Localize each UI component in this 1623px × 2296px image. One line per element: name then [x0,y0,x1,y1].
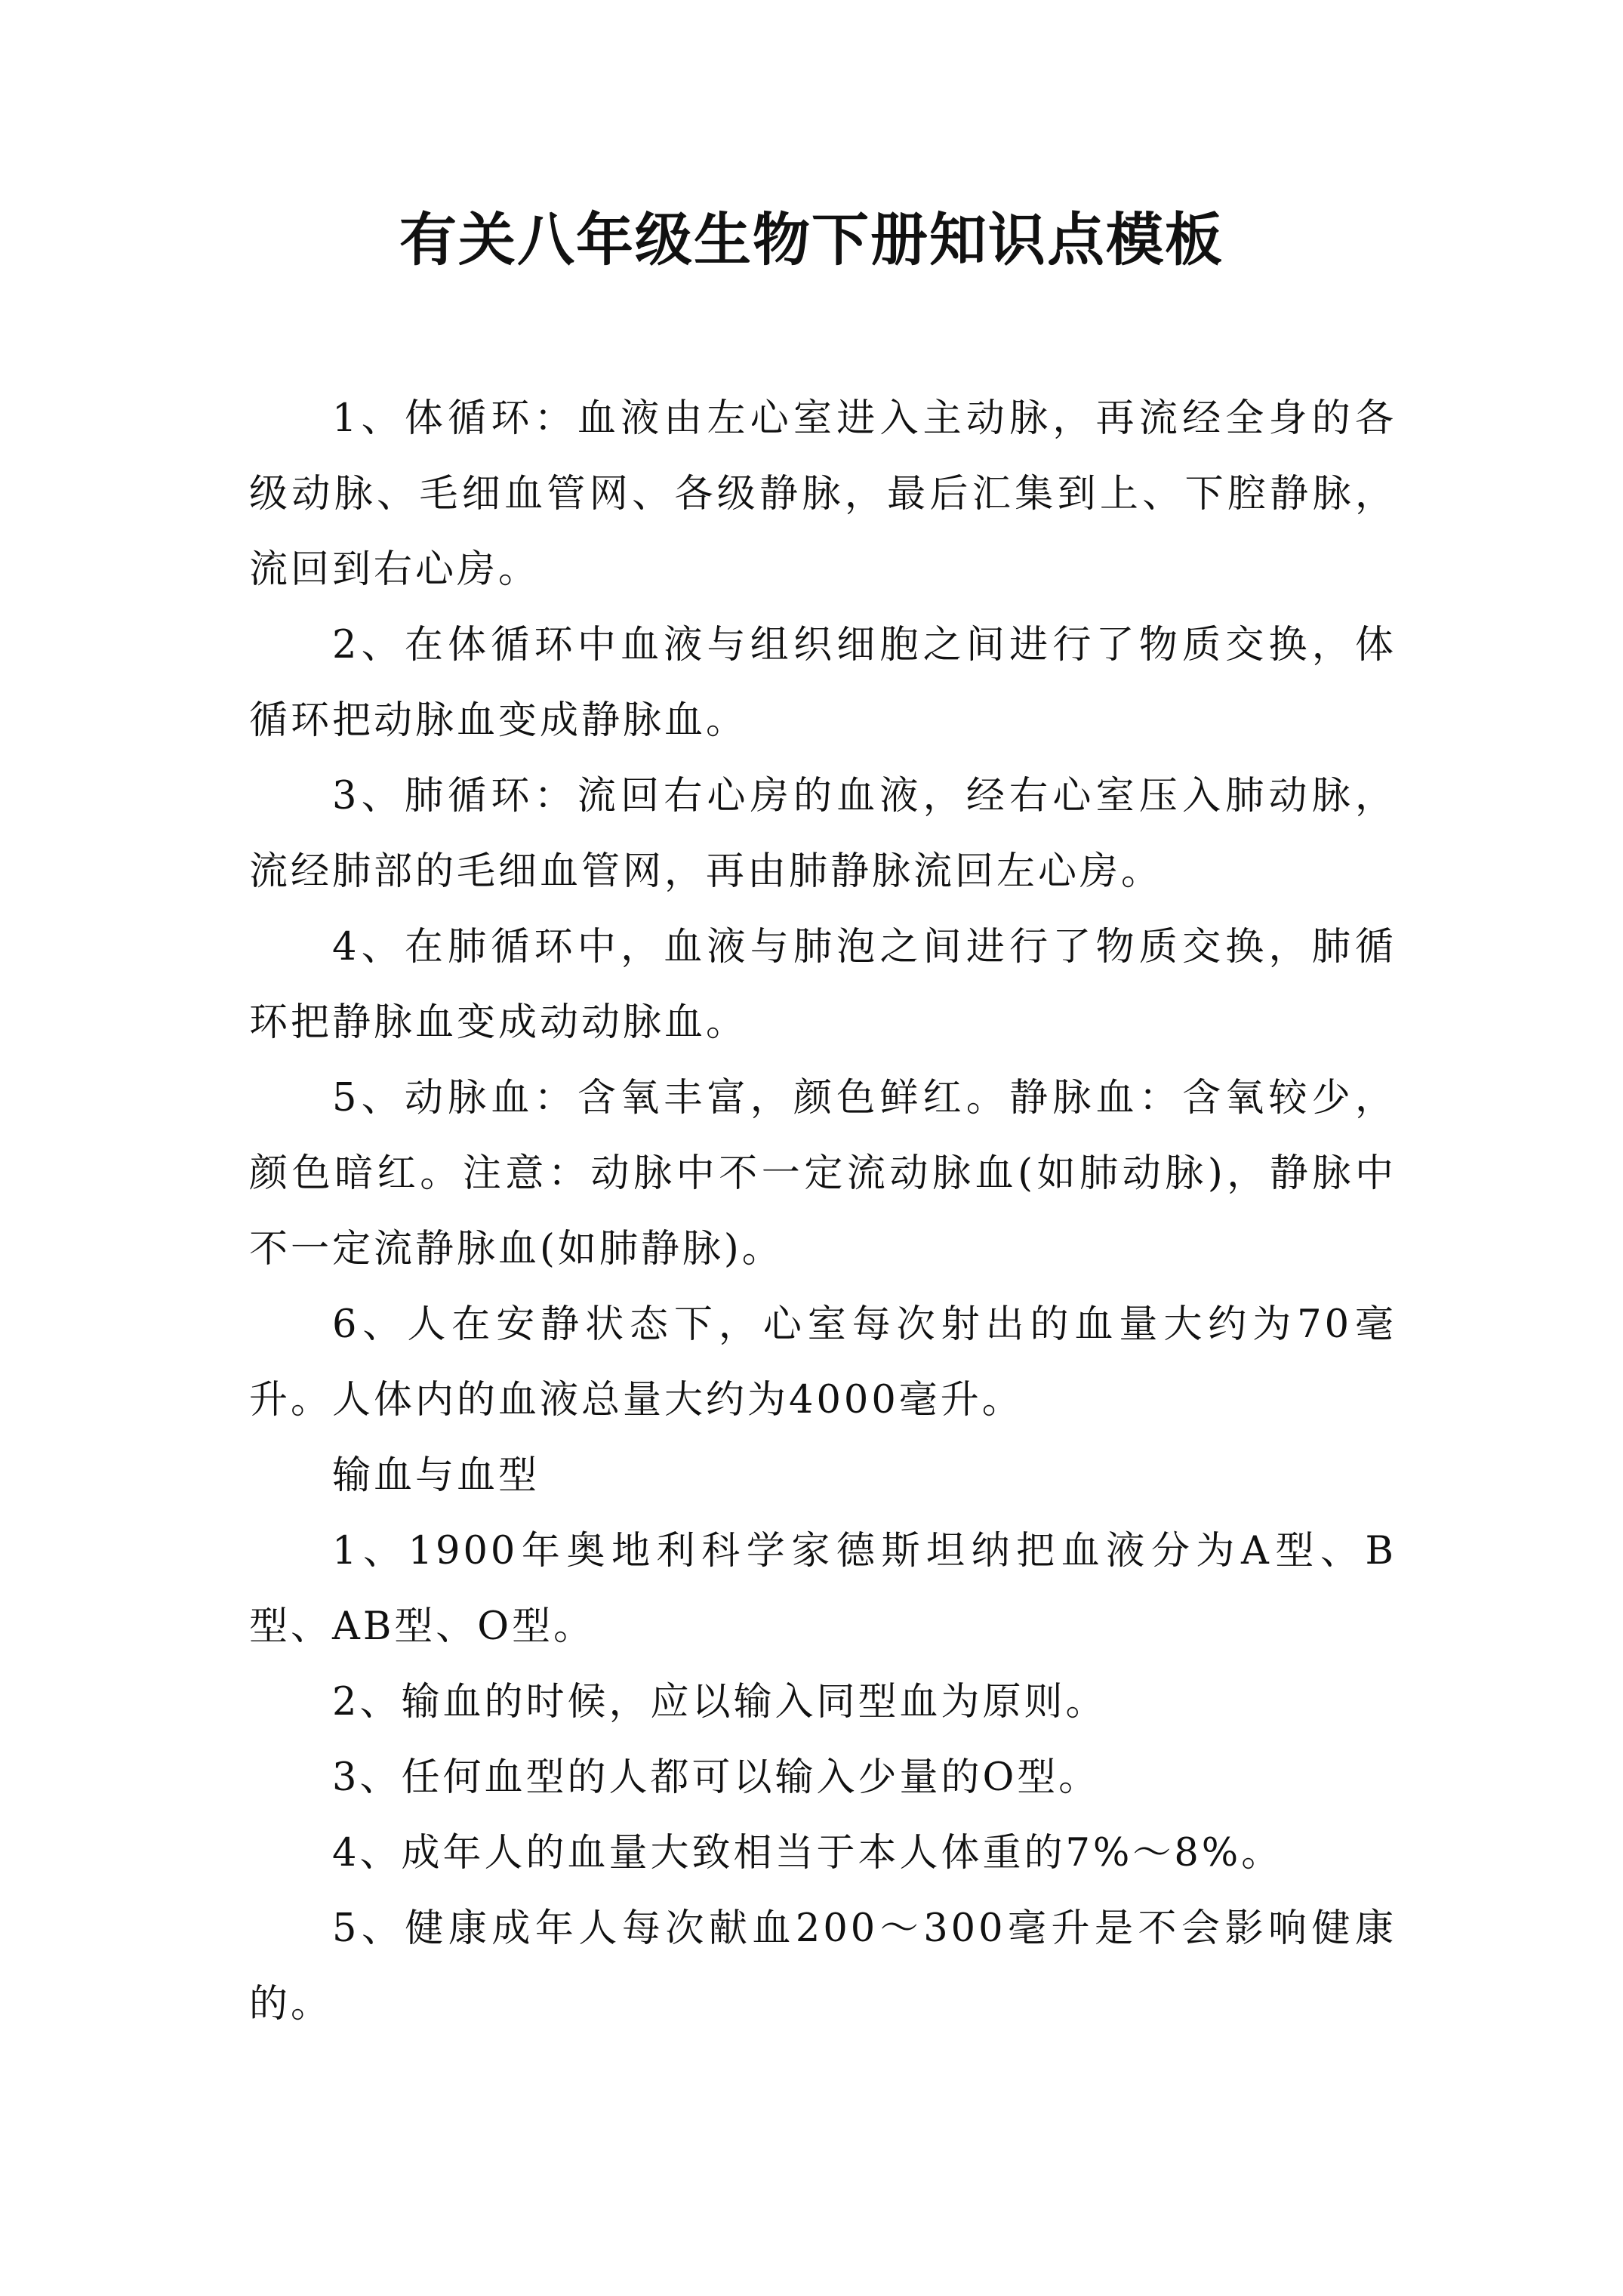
paragraph-adult-blood-volume: 4、成年人的血量大致相当于本人体重的7%～8%。 [332,1831,1283,1875]
section-heading-transfusion: 输血与血型 [332,1453,540,1498]
paragraph-pulmonary-circulation: 3、肺循环：流回右心房的血液，经右心室压入肺动脉，流经肺部的毛细血管网，再由肺静脉流回左心房。 [249,774,1397,894]
paragraph-type-o: 3、任何血型的人都可以输入少量的O型。 [332,1755,1101,1800]
paragraph-blood-types: 1、1900年奥地利科学家德斯坦纳把血液分为A型、B型、AB型、O型。 [249,1529,1397,1649]
document-body [249,381,1397,2042]
document-title: 有关八年级生物下册知识点模板 [399,206,1224,273]
paragraph-blood-volume: 6、人在安静状态下，心室每次射出的血量大约为70毫升。人体内的血液总量大约为4000毫升。 [249,1302,1397,1422]
paragraph-transfusion-principle: 2、输血的时候，应以输入同型血为原则。 [332,1680,1107,1724]
paragraph-arterial-venous-blood: 5、动脉血：含氧丰富，颜色鲜红。静脉血：含氧较少，颜色暗红。注意：动脉中不一定流动脉血(如肺动脉)，静脉中不一定流静脉血(如肺静脉)。 [249,1076,1397,1271]
paragraph-blood-donation: 5、健康成年人每次献血200～300毫升是不会影响健康的。 [249,1906,1397,2026]
paragraph-pulmonary-exchange: 4、在肺循环中，血液与肺泡之间进行了物质交换，肺循环把静脉血变成动动脉血。 [249,925,1397,1045]
paragraph-systemic-circulation: 1、体循环：血液由左心室进入主动脉，再流经全身的各级动脉、毛细血管网、各级静脉，最后汇集到上、下腔静脉，流回到右心房。 [249,396,1397,592]
paragraph-systemic-exchange: 2、在体循环中血液与组织细胞之间进行了物质交换，体循环把动脉血变成静脉血。 [249,623,1397,743]
